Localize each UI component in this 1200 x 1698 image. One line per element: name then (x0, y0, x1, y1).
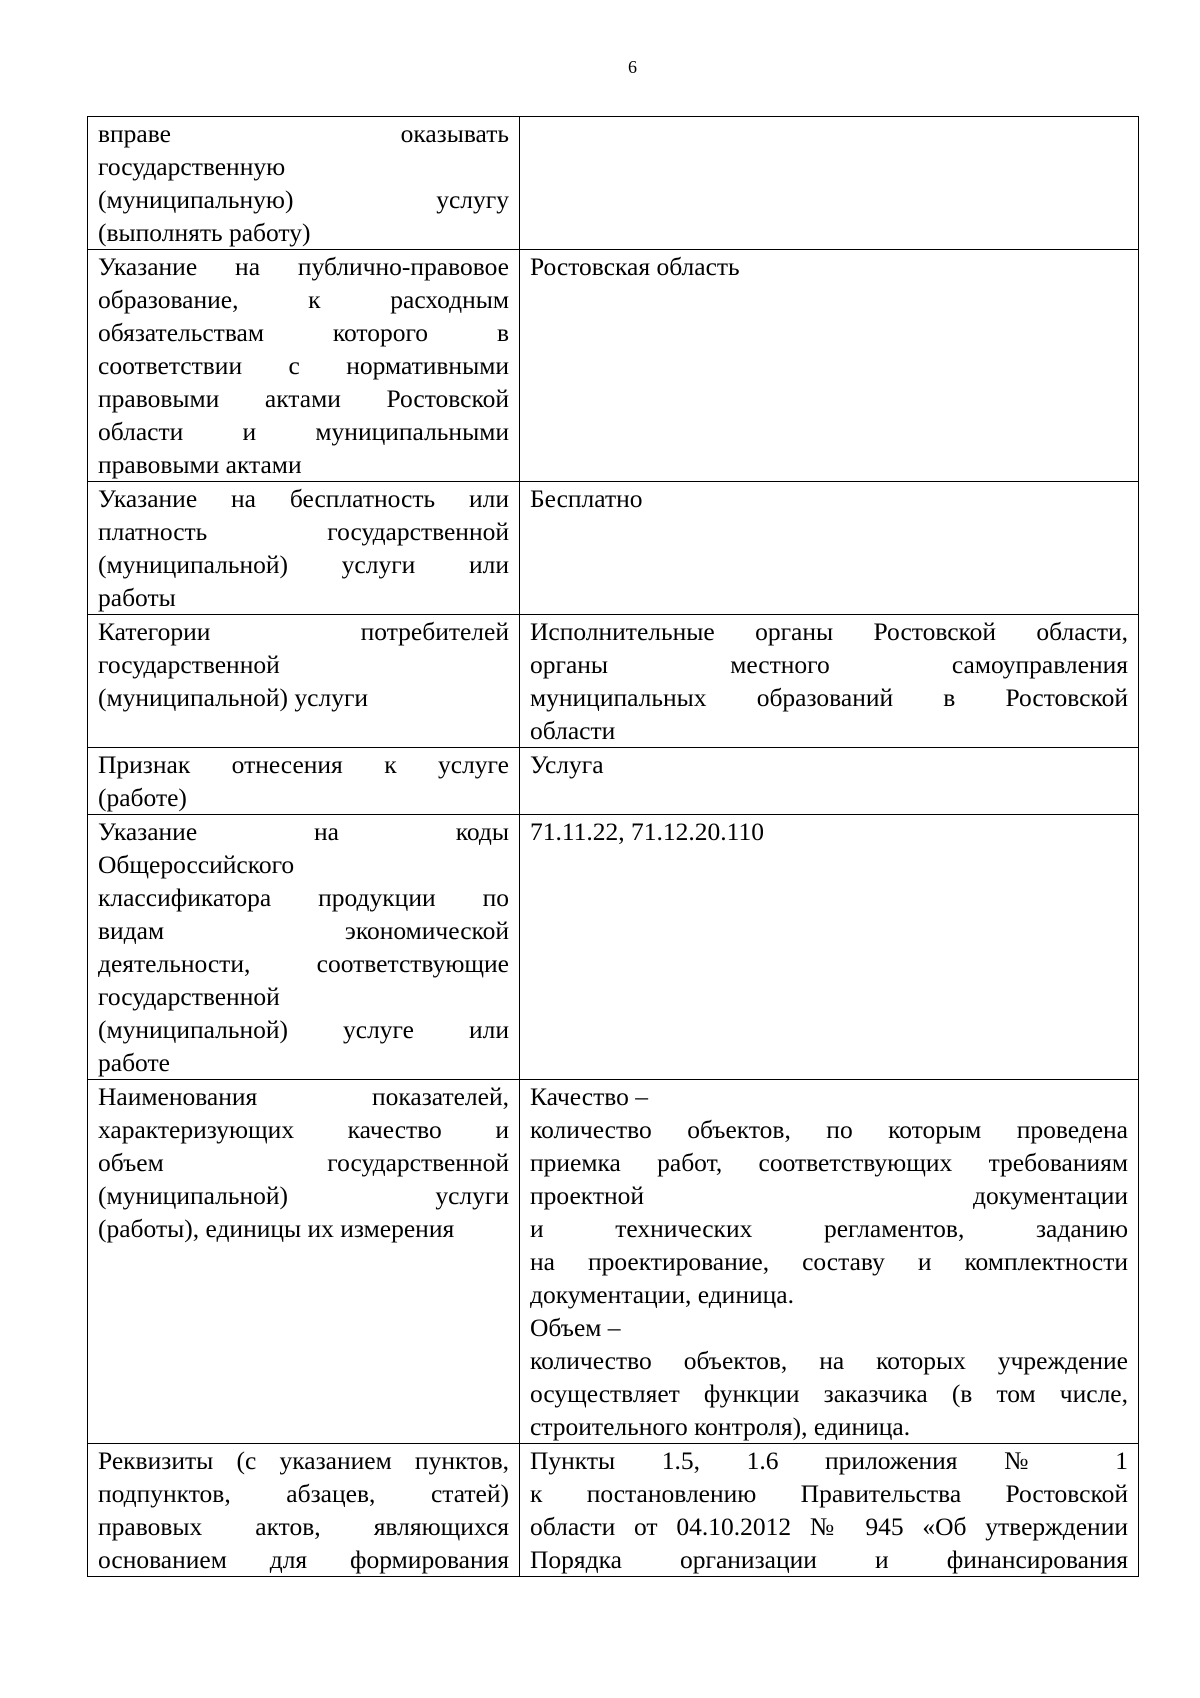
label-line: работе (98, 1048, 170, 1077)
label-line: Указание на бесплатность или (98, 484, 509, 513)
row-value-cell (520, 815, 1139, 1080)
row-value-cell (520, 482, 1139, 615)
table-row (88, 117, 1139, 250)
label-line: (муниципальной) услуге или (98, 1015, 509, 1044)
row-value-cell (520, 117, 1139, 250)
value-line: Бесплатно (530, 484, 643, 513)
value-line: области (530, 716, 616, 745)
value-line: и технических регламентов, заданию (530, 1214, 1128, 1243)
label-line: обязательствам которого в (98, 318, 509, 347)
label-line: Реквизиты (с указанием пунктов, (98, 1446, 509, 1475)
value-line: Пункты 1.5, 1.6 приложения № 1 (530, 1446, 1128, 1475)
label-line: государственной (98, 650, 280, 679)
label-line: (муниципальную) услугу (98, 185, 509, 214)
table-row (88, 615, 1139, 748)
label-line: образование, к расходным (98, 285, 509, 314)
value-line: муниципальных образований в Ростовской (530, 683, 1128, 712)
table-row (88, 482, 1139, 615)
table-row (88, 250, 1139, 482)
row-value-cell (520, 1080, 1139, 1444)
value-line: на проектирование, составу и комплектности (530, 1247, 1128, 1276)
label-line: правовых актов, являющихся (98, 1512, 509, 1541)
value-line: области от 04.10.2012 № 945 «Об утверждении (530, 1512, 1128, 1541)
label-line: государственной (98, 982, 280, 1011)
value-line: проектной документации (530, 1181, 1128, 1210)
label-line: вправе оказывать (98, 119, 509, 148)
label-line: основанием для формирования (98, 1545, 509, 1574)
row-label-cell (88, 250, 520, 482)
table-row (88, 1080, 1139, 1444)
value-line: количество объектов, на которых учреждение (530, 1346, 1128, 1375)
label-line: (муниципальной) услуги (98, 1181, 509, 1210)
value-line: документации, единица. (530, 1280, 794, 1309)
label-line: платность государственной (98, 517, 509, 546)
label-line: (работы), единицы их измерения (98, 1214, 455, 1243)
value-line: Услуга (530, 750, 604, 779)
label-line: Указание на публично-правовое (98, 252, 509, 281)
value-line: Объем – (530, 1313, 621, 1342)
label-line: правовыми актами Ростовской (98, 384, 509, 413)
row-label-cell (88, 482, 520, 615)
label-line: видам экономической (98, 916, 509, 945)
label-line: (выполнять работу) (98, 218, 311, 247)
label-line: государственную (98, 152, 286, 181)
label-line: (муниципальной) услуги или (98, 550, 509, 579)
row-label-cell (88, 117, 520, 250)
value-line: 71.11.22, 71.12.20.110 (530, 817, 764, 846)
value-line: к постановлению Правительства Ростовской (530, 1479, 1128, 1508)
value-line: Исполнительные органы Ростовской области, (530, 617, 1128, 646)
label-line: (работе) (98, 783, 187, 812)
value-line: приемка работ, соответствующих требованиям (530, 1148, 1128, 1177)
row-value-cell (520, 615, 1139, 748)
value-line: строительного контроля), единица. (530, 1412, 911, 1441)
value-line: Порядка организации и финансирования (530, 1545, 1128, 1574)
label-line: работы (98, 583, 176, 612)
label-line: деятельности, соответствующие (98, 949, 509, 978)
table-row (88, 1444, 1139, 1577)
label-line: подпунктов, абзацев, статей) (98, 1479, 509, 1508)
row-label-cell (88, 1080, 520, 1444)
value-line: количество объектов, по которым проведена (530, 1115, 1128, 1144)
label-line: характеризующих качество и (98, 1115, 509, 1144)
label-line: правовыми актами (98, 450, 302, 479)
label-line: (муниципальной) услуги (98, 683, 369, 712)
row-value-cell (520, 1444, 1139, 1577)
table-row (88, 815, 1139, 1080)
row-label-cell (88, 748, 520, 815)
page-number: 6 (628, 57, 637, 77)
label-line: Признак отнесения к услуге (98, 750, 509, 779)
value-line: Качество – (530, 1082, 648, 1111)
label-line: Общероссийского (98, 850, 295, 879)
table-row (88, 748, 1139, 815)
label-line: соответствии с нормативными (98, 351, 509, 380)
label-line: классификатора продукции по (98, 883, 509, 912)
label-line: Наименования показателей, (98, 1082, 509, 1111)
row-label-cell (88, 615, 520, 748)
row-value-cell (520, 748, 1139, 815)
row-label-cell (88, 815, 520, 1080)
value-line: осуществляет функции заказчика (в том числе, (530, 1379, 1128, 1408)
row-value-cell (520, 250, 1139, 482)
label-line: Категории потребителей (98, 617, 509, 646)
value-line: органы местного самоуправления (530, 650, 1128, 679)
label-line: Указание на коды (98, 817, 509, 846)
document-table (87, 116, 1139, 1577)
row-label-cell (88, 1444, 520, 1577)
label-line: области и муниципальными (98, 417, 509, 446)
label-line: объем государственной (98, 1148, 509, 1177)
value-line: Ростовская область (530, 252, 740, 281)
